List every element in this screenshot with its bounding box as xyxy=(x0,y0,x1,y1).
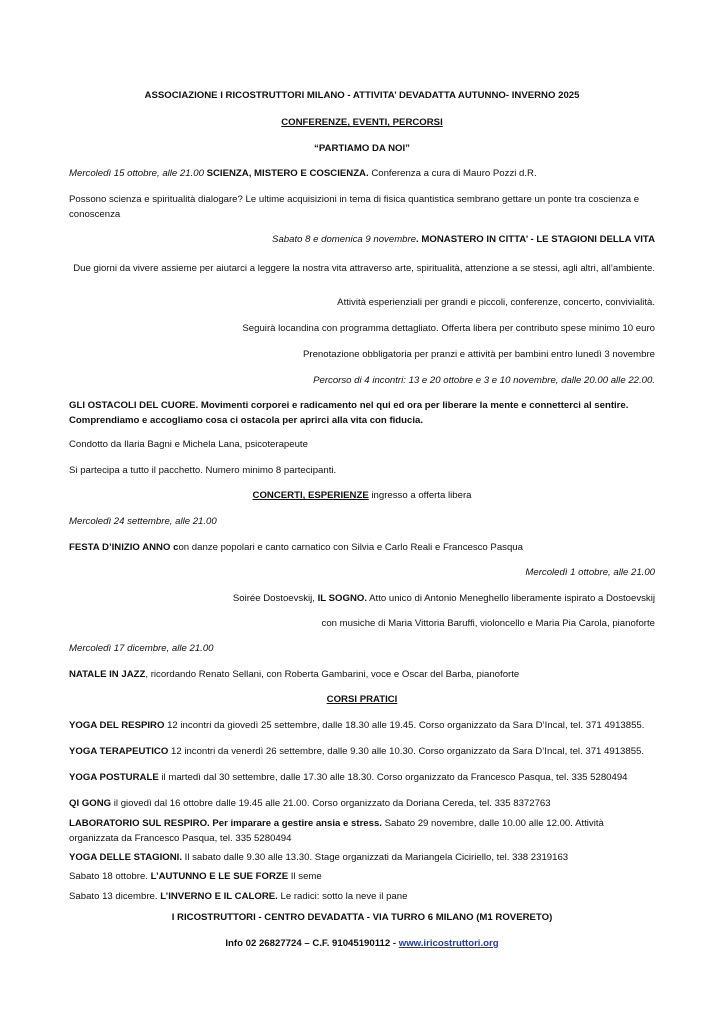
event-led-by: Condotto da Ilaria Bagni e Michela Lana, psicoterapeute xyxy=(69,439,308,450)
footer-address: I RICOSTRUTTORI - CENTRO DEVADATTA - VIA TURRO 6 MILANO (M1 ROVERETO) xyxy=(171,912,553,923)
footer-info xyxy=(69,937,655,952)
course-item xyxy=(69,851,655,866)
section-heading-conferences: CONFERENZE, EVENTI, PERCORSI xyxy=(281,117,443,128)
event-title: SCIENZA, MISTERO E COSCIENZA. xyxy=(206,168,369,179)
event-title: IL SOGNO. xyxy=(317,593,368,604)
event-music: con musiche di Maria Vittoria Baruffi, violoncello e Maria Pia Carola, pianoforte xyxy=(321,618,655,629)
event-description: Attività esperienziali per grandi e piccoli, conferenze, concerto, convivialità. xyxy=(337,297,655,308)
event-detail: , ricordando Renato Sellani, con Roberta Gambarini, voce e Oscar del Barba, pianoforte xyxy=(145,669,520,680)
event-schedule: Percorso di 4 incontri: 13 e 20 ottobre e 3 e 10 novembre, dalle 20.00 alle 22.00. xyxy=(313,375,655,386)
event-description: Seguirà locandina con programma dettagliato. Offerta libera per contributo spese minimo 10 euro xyxy=(242,323,655,334)
event-monastero xyxy=(69,233,655,248)
course-title: YOGA DEL RESPIRO xyxy=(69,720,165,731)
section-heading-note: ingresso a offerta libera xyxy=(368,490,472,501)
event-natale xyxy=(69,668,655,683)
motto: “PARTIAMO DA NOI” xyxy=(314,143,410,154)
event-title: . MONASTERO IN CITTA’ - LE STAGIONI DELLA VITA xyxy=(416,234,655,245)
stage-item xyxy=(69,890,655,905)
event-sogno xyxy=(69,592,655,607)
event-description: Prenotazione obbligatoria per pranzi e attività per bambini entro lunedì 3 novembre xyxy=(303,349,655,360)
course-title: YOGA TERAPEUTICO xyxy=(69,746,169,757)
event-description: Possono scienza e spiritualità dialogare? Le ultime acquisizioni in tema di fisica quantistica sembrano gettare un ponte tra coscienza e conoscenza xyxy=(69,194,640,220)
stage-item xyxy=(69,870,655,885)
stage-date: Sabato 13 dicembre. xyxy=(69,891,161,902)
footer-contact: Info 02 26827724 – C.F. 91045190112 - xyxy=(225,938,399,949)
section-heading-label: CONCERTI, ESPERIENZE xyxy=(252,490,369,501)
event-title: NATALE IN JAZZ xyxy=(69,669,146,680)
stage-title: L’INVERNO E IL CALORE. xyxy=(160,891,278,902)
website-link[interactable]: www.iricostruttori.org xyxy=(398,938,499,949)
course-title: YOGA DELLE STAGIONI. xyxy=(69,852,182,863)
course-title: LABORATORIO SUL RESPIRO. Per imparare a gestire ansia e stress. xyxy=(69,818,382,829)
event-date: Mercoledì 15 ottobre, alle 21.00 xyxy=(69,168,207,179)
event-scienza xyxy=(69,167,655,182)
event-detail: Conferenza a cura di Mauro Pozzi d.R. xyxy=(368,168,537,179)
stage-title: L’AUTUNNO E LE SUE FORZE xyxy=(150,871,289,882)
course-detail: 12 incontri da giovedì 25 settembre, dalle 18.30 alle 19.45. Corso organizzato da Sara D’Incal, tel. 371 4913855. xyxy=(164,720,645,731)
stage-detail: Il seme xyxy=(288,871,322,882)
event-title-ostacoli: GLI OSTACOLI DEL CUORE. Movimenti corporei e radicamento nel qui ed ora per liberare la mente e connetterci al sentire. Comprendiamo e accogliamo cosa ci ostacola per aprirci alla vita con fiducia. xyxy=(69,400,629,426)
course-title: QI GONG xyxy=(69,798,112,809)
course-title: YOGA POSTURALE xyxy=(69,772,159,783)
event-detail: on danze popolari e canto carnatico con Silvia e Carlo Reali e Francesco Pasqua xyxy=(178,542,523,553)
event-detail: Atto unico di Antonio Meneghello liberamente ispirato a Dostoevskij xyxy=(367,593,655,604)
event-date: Sabato 8 e domenica 9 novembre xyxy=(272,234,417,245)
course-item xyxy=(69,719,655,734)
course-detail: Il sabato dalle 9.30 alle 13.30. Stage organizzati da Mariangela Ciciriello, tel. 338 2319163 xyxy=(182,852,569,863)
event-detail: Soirée Dostoevskij, xyxy=(232,593,318,604)
course-item xyxy=(69,817,655,846)
document-title: ASSOCIAZIONE I RICOSTRUTTORI MILANO - ATTIVITA’ DEVADATTA AUTUNNO- INVERNO 2025 xyxy=(144,90,580,101)
section-heading-concerts xyxy=(69,489,655,504)
course-detail: 12 incontri da venerdì 26 settembre, dalle 9.30 alle 10.30. Corso organizzato da Sara D’Incal, tel. 371 4913855. xyxy=(168,746,645,757)
event-description: Due giorni da vivere assieme per aiutarci a leggere la nostra vita attraverso arte, spiritualità, attenzione a se stessi, agli altri, all’ambiente. xyxy=(73,263,655,274)
stage-date: Sabato 18 ottobre. xyxy=(69,871,151,882)
event-date: Mercoledì 1 ottobre, alle 21.00 xyxy=(525,567,655,578)
event-date: Mercoledì 24 settembre, alle 21.00 xyxy=(69,516,217,527)
course-item xyxy=(69,797,655,812)
course-detail: Sabato 29 novembre, dalle 10.00 alle 12.00. Attività organizzata da Francesco Pasqua, tel. 335 5280494 xyxy=(69,818,604,844)
event-note: Si partecipa a tutto il pacchetto. Numero minimo 8 partecipanti. xyxy=(69,465,337,476)
event-title: FESTA D’INIZIO ANNO c xyxy=(69,542,179,553)
course-detail: il giovedì dal 16 ottobre dalle 19.45 alle 21.00. Corso organizzato da Doriana Cereda, tel. 335 8372763 xyxy=(111,798,551,809)
course-item xyxy=(69,771,655,786)
course-item xyxy=(69,745,655,760)
section-heading-courses: CORSI PRATICI xyxy=(326,694,398,705)
event-festa xyxy=(69,541,655,556)
stage-detail: Le radici: sotto la neve il pane xyxy=(277,891,408,902)
event-date: Mercoledì 17 dicembre, alle 21.00 xyxy=(69,643,214,654)
course-detail: il martedì dal 30 settembre, dalle 17.30 alle 18.30. Corso organizzato da Francesco Pasqua, tel. 335 5280494 xyxy=(158,772,628,783)
